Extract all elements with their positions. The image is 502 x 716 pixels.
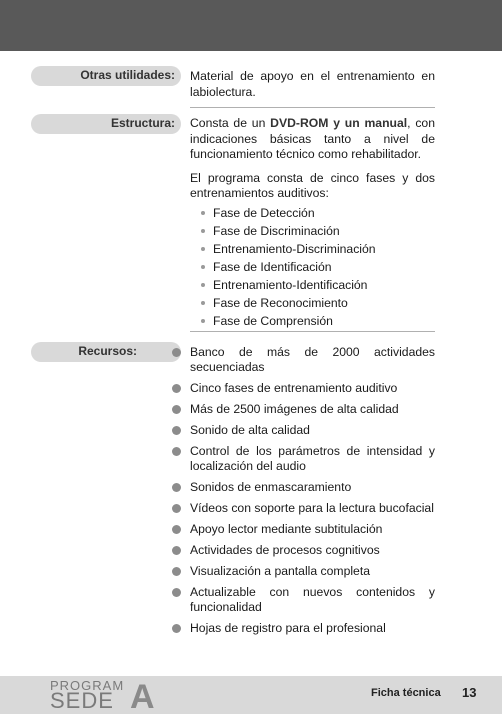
- bullet-icon: [201, 319, 205, 323]
- bullet-icon: [172, 384, 181, 393]
- label-recursos: [31, 342, 181, 362]
- list-item: [190, 345, 435, 375]
- logo-letter-a: A: [130, 678, 155, 716]
- list-item: [190, 381, 435, 396]
- header-bar: [0, 0, 502, 51]
- list-item: [190, 423, 435, 438]
- list-item: [199, 240, 435, 258]
- bullet-icon: [201, 247, 205, 251]
- bullet-icon: [201, 283, 205, 287]
- list-item: [190, 543, 435, 558]
- resource-label: Vídeos con soporte para la lectura bucofacial: [190, 501, 434, 515]
- bullet-icon: [201, 211, 205, 215]
- logo-text-bottom: SEDE: [50, 688, 114, 713]
- list-item: [199, 312, 435, 330]
- list-item: [190, 402, 435, 417]
- estructura-paragraph-2: El programa consta de cinco fases y dos entrenamientos auditivos:: [190, 170, 435, 200]
- page-number: 13: [462, 685, 477, 700]
- list-item: [190, 585, 435, 615]
- recursos-content: [190, 345, 435, 642]
- estructura-content: [190, 116, 435, 330]
- bullet-icon: [172, 588, 181, 597]
- phase-list: [190, 204, 435, 330]
- resource-label: Control de los parámetros de intensidad y localización del audio: [190, 444, 435, 473]
- phase-label: Fase de Reconocimiento: [213, 295, 348, 310]
- list-item: [199, 258, 435, 276]
- phase-label: Fase de Comprensión: [213, 313, 333, 328]
- list-item: [190, 480, 435, 495]
- bullet-icon: [172, 405, 181, 414]
- resource-label: Sonido de alta calidad: [190, 423, 310, 437]
- phase-label: Fase de Discriminación: [213, 223, 340, 238]
- bullet-icon: [172, 483, 181, 492]
- bullet-icon: [172, 525, 181, 534]
- phase-label: Fase de Detección: [213, 205, 315, 220]
- label-otras-utilidades: [31, 66, 181, 86]
- bullet-icon: [201, 301, 205, 305]
- list-item: [190, 564, 435, 579]
- list-item: [190, 444, 435, 474]
- resource-label: Banco de más de 2000 actividades secuenciadas: [190, 345, 435, 374]
- bullet-icon: [172, 546, 181, 555]
- list-item: [190, 501, 435, 516]
- text-fragment: , con indicaciones básicas tanto a nivel de funcionamiento técnico como rehabilitador.: [190, 116, 435, 161]
- bullet-icon: [172, 624, 181, 633]
- footer-title: Ficha técnica: [371, 687, 441, 699]
- list-item: [199, 294, 435, 312]
- resource-label: Visualización a pantalla completa: [190, 564, 370, 578]
- resource-label: Actualizable con nuevos contenidos y funcionalidad: [190, 585, 435, 614]
- resource-label: Cinco fases de entrenamiento auditivo: [190, 381, 398, 395]
- footer-bar: [0, 676, 502, 714]
- estructura-paragraph-1: [190, 116, 435, 163]
- bullet-icon: [172, 426, 181, 435]
- list-item: [190, 522, 435, 537]
- emphasis-text: DVD-ROM y un manual: [270, 116, 408, 130]
- resource-label: Apoyo lector mediante subtitulación: [190, 522, 383, 536]
- phase-label: Entrenamiento-Discriminación: [213, 241, 376, 256]
- divider: [190, 331, 435, 332]
- resource-label: Más de 2500 imágenes de alta calidad: [190, 402, 399, 416]
- bullet-icon: [172, 504, 181, 513]
- bullet-icon: [201, 229, 205, 233]
- resource-list: [190, 345, 435, 636]
- logo-text-top: PROGRAM: [50, 678, 125, 693]
- list-item: [199, 276, 435, 294]
- otras-utilidades-text: Material de apoyo en el entrenamiento en labiolectura.: [190, 69, 435, 99]
- bullet-icon: [172, 447, 181, 456]
- section-label: Otras utilidades:: [80, 68, 175, 82]
- list-item: [199, 204, 435, 222]
- label-estructura: [31, 114, 181, 134]
- phase-label: Entrenamiento-Identificación: [213, 277, 368, 292]
- phase-label: Fase de Identificación: [213, 259, 332, 274]
- resource-label: Sonidos de enmascaramiento: [190, 480, 352, 494]
- resource-label: Hojas de registro para el profesional: [190, 621, 386, 635]
- section-label: Recursos:: [78, 344, 137, 358]
- resource-label: Actividades de procesos cognitivos: [190, 543, 380, 557]
- otras-utilidades-content: [190, 69, 435, 108]
- text-fragment: Consta de un: [190, 116, 271, 130]
- divider: [190, 107, 435, 108]
- bullet-icon: [201, 265, 205, 269]
- section-label: Estructura:: [110, 116, 175, 130]
- program-sedea-logo: [50, 678, 165, 716]
- bullet-icon: [172, 348, 181, 357]
- list-item: [190, 621, 435, 636]
- bullet-icon: [172, 567, 181, 576]
- list-item: [199, 222, 435, 240]
